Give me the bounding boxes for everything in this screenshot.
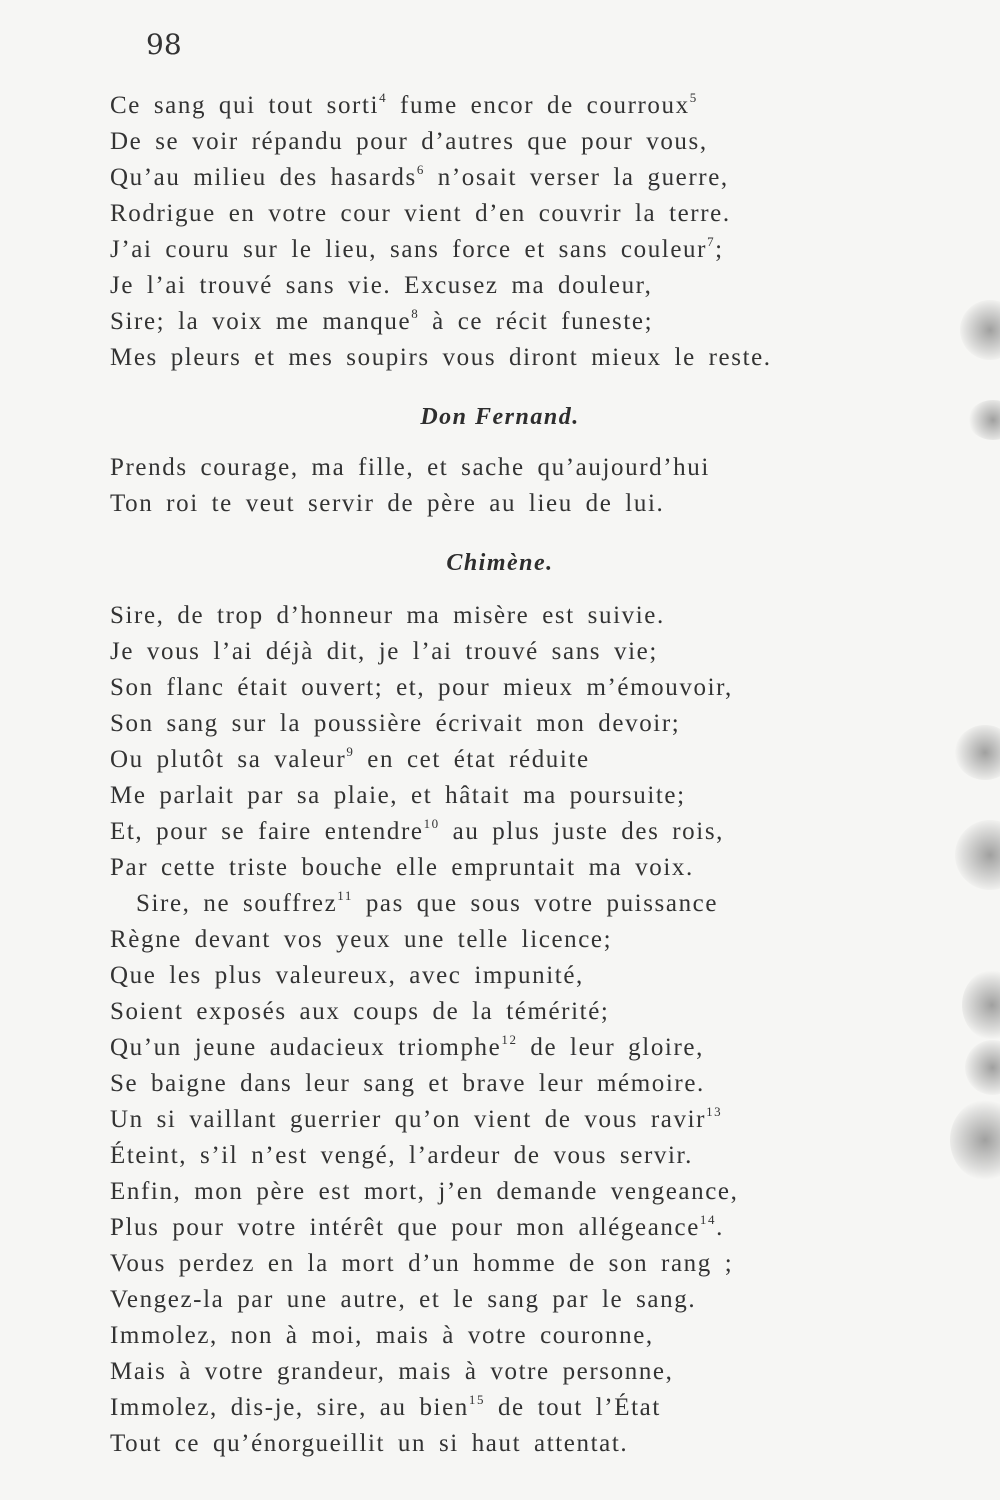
verse-text: Par cette triste bouche elle empruntait ma voix. [110, 854, 694, 881]
footnote-marker: 9 [346, 743, 355, 759]
verse-line [110, 1210, 738, 1246]
verse-line [110, 598, 738, 634]
verse-text: Un si vaillant guerrier qu’on vient de vous ravir [110, 1106, 707, 1133]
stanza-3 [110, 598, 738, 1462]
stanza-2 [110, 450, 710, 522]
verse-line [110, 340, 772, 376]
verse-text: en cet état réduite [354, 746, 590, 773]
verse-line [110, 450, 710, 486]
footnote-marker: 15 [468, 1391, 486, 1407]
verse-line [110, 706, 738, 742]
ink-stain [960, 300, 1000, 360]
verse-text: Que les plus valeureux, avec impunité, [110, 962, 584, 989]
verse-line [110, 124, 772, 160]
verse-line [110, 88, 772, 124]
verse-line [110, 778, 738, 814]
verse-text: Plus pour votre intérêt que pour mon allégeance [110, 1214, 700, 1241]
verse-line [110, 1318, 738, 1354]
verse-text: J’ai couru sur le lieu, sans force et sans couleur [110, 236, 708, 263]
verse-line [110, 922, 738, 958]
verse-text: Qu’au milieu des hasards [110, 164, 417, 191]
verse-text: fume encor de courroux [387, 92, 690, 119]
verse-text: ; [715, 236, 724, 263]
verse-text: Qu’un jeune audacieux triomphe [110, 1034, 502, 1061]
verse-text: pas que sous votre puissance [352, 890, 719, 917]
verse-text: Son flanc était ouvert; et, pour mieux m’émouvoir, [110, 674, 733, 701]
verse-line [110, 268, 772, 304]
verse-line [110, 486, 710, 522]
verse-text: Ou plutôt sa valeur [110, 746, 347, 773]
verse-text: Je l’ai trouvé sans vie. Excusez ma douleur, [110, 272, 653, 299]
footnote-marker: 5 [689, 89, 698, 105]
page-number: 98 [146, 28, 182, 61]
verse-text: Immolez, non à moi, mais à votre couronne, [110, 1322, 654, 1349]
footnote-marker: 14 [699, 1211, 717, 1227]
verse-line [110, 958, 738, 994]
verse-line [110, 886, 738, 922]
verse-text: Ce sang qui tout sorti [110, 92, 380, 119]
verse-text: Ton roi te veut servir de père au lieu de lui. [110, 490, 665, 517]
verse-line [110, 304, 772, 340]
ink-stain [962, 970, 1000, 1040]
verse-text: de tout l’État [485, 1394, 661, 1421]
footnote-marker: 4 [379, 89, 388, 105]
footnote-marker: 8 [411, 305, 420, 321]
verse-text: au plus juste des rois, [439, 818, 724, 845]
verse-line [110, 634, 738, 670]
verse-text: Sire, ne souffrez [136, 890, 338, 917]
verse-text: de leur gloire, [517, 1034, 704, 1061]
verse-line [110, 850, 738, 886]
verse-line [110, 814, 738, 850]
verse-text: Je vous l’ai déjà dit, je l’ai trouvé sans vie; [110, 638, 658, 665]
verse-line [110, 1174, 738, 1210]
verse-text: Et, pour se faire entendre [110, 818, 424, 845]
verse-line [110, 1138, 738, 1174]
stanza-1 [110, 88, 772, 376]
verse-line [110, 232, 772, 268]
verse-text: à ce récit funeste; [419, 308, 654, 335]
ink-stain [965, 1040, 1000, 1095]
verse-text: Mais à votre grandeur, mais à votre personne, [110, 1358, 674, 1385]
speaker-don-fernand: Don Fernand. [420, 404, 580, 430]
verse-line [110, 1426, 738, 1462]
verse-line [110, 1282, 738, 1318]
verse-text: Règne devant vos yeux une telle licence; [110, 926, 613, 953]
verse-text: n’osait verser la guerre, [424, 164, 729, 191]
verse-text: Éteint, s’il n’est vengé, l’ardeur de vous servir. [110, 1142, 693, 1169]
verse-text: Me parlait par sa plaie, et hâtait ma poursuite; [110, 782, 686, 809]
ink-stain [955, 725, 1000, 780]
verse-line [110, 742, 738, 778]
footnote-marker: 12 [501, 1031, 518, 1047]
speaker-chimene: Chimène. [446, 550, 554, 576]
verse-text: De se voir répandu pour d’autres que pour vous, [110, 128, 708, 155]
verse-text: . [716, 1214, 724, 1241]
verse-text: Prends courage, ma fille, et sache qu’aujourd’hui [110, 454, 710, 481]
footnote-marker: 10 [423, 815, 440, 831]
footnote-marker: 11 [337, 887, 353, 903]
verse-line [110, 160, 772, 196]
ink-stain [955, 820, 1000, 890]
verse-line [110, 1390, 738, 1426]
verse-line [110, 670, 738, 706]
verse-text: Sire, de trop d’honneur ma misère est suivie. [110, 602, 665, 629]
verse-text: Vous perdez en la mort d’un homme de son rang ; [110, 1250, 734, 1277]
verse-text: Enfin, mon père est mort, j’en demande vengeance, [110, 1178, 739, 1205]
verse-text: Immolez, dis-je, sire, au bien [110, 1394, 469, 1421]
footnote-marker: 13 [706, 1103, 723, 1119]
verse-line [110, 994, 738, 1030]
verse-text: Vengez-la par une autre, et le sang par le sang. [110, 1286, 697, 1313]
verse-line [110, 1102, 738, 1138]
ink-stain [950, 1100, 1000, 1180]
footnote-marker: 6 [416, 161, 425, 177]
verse-line [110, 196, 772, 232]
footnote-marker: 7 [707, 233, 716, 249]
verse-text: Soient exposés aux coups de la témérité; [110, 998, 610, 1025]
verse-text: Rodrigue en votre cour vient d’en couvrir la terre. [110, 200, 731, 227]
verse-line [110, 1354, 738, 1390]
verse-line [110, 1066, 738, 1102]
verse-text: Se baigne dans leur sang et brave leur mémoire. [110, 1070, 705, 1097]
verse-text: Tout ce qu’énorgueillit un si haut attentat. [110, 1430, 629, 1457]
verse-text: Son sang sur la poussière écrivait mon devoir; [110, 710, 681, 737]
verse-text: Mes pleurs et mes soupirs vous diront mieux le reste. [110, 344, 772, 371]
verse-text: Sire; la voix me manque [110, 308, 412, 335]
verse-line [110, 1030, 738, 1066]
verse-line [110, 1246, 738, 1282]
